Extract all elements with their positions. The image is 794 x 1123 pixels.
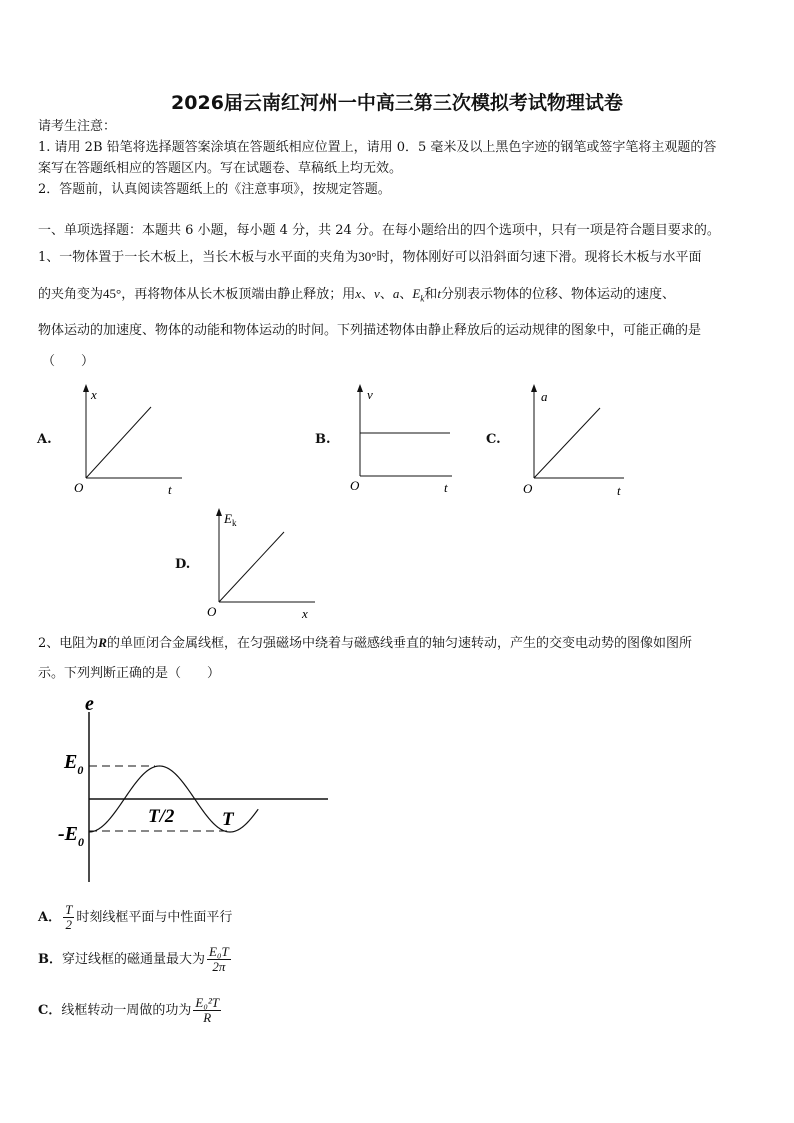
q1-line1b: 时，物体刚好可以沿斜面匀速下滑。现将长木板与水平面 bbox=[376, 250, 702, 265]
q1-line3: 物体运动的加速度、物体的动能和物体运动的时间。下列描述物体由静止释放后的运动规律的图象中，可能正确的是 bbox=[38, 323, 702, 338]
q1-sym-x: x bbox=[355, 286, 362, 301]
q1-line2b: ，再将物体从长木板顶端由静止释放；用 bbox=[121, 287, 356, 302]
y-axis-arrow-icon bbox=[357, 384, 363, 392]
q2-option-b bbox=[38, 942, 233, 978]
e0-label-sub: 0 bbox=[77, 763, 84, 777]
q1-angle1: 30° bbox=[358, 249, 377, 264]
notice-item1-line1: 1. 请用 2B 铅笔将选择题答案涂填在答题纸相应位置上，请用 0．5 毫米及以上黑色字迹的钢笔或签字笔将主观题的答 bbox=[38, 140, 717, 155]
neg-e0-label-sub: 0 bbox=[78, 835, 84, 849]
q2-sym-R: R bbox=[98, 635, 107, 650]
q2-option-b-frac bbox=[207, 945, 231, 974]
y-axis-arrow-icon bbox=[216, 508, 222, 516]
q2-option-a-frac bbox=[63, 903, 74, 932]
origin-label: O bbox=[523, 481, 533, 496]
q1-sep2: 、 bbox=[379, 287, 393, 302]
notice-heading: 请考生注意： bbox=[38, 119, 117, 134]
q1-option-b-label: B. bbox=[315, 432, 331, 447]
q2-option-a-label: A． bbox=[38, 910, 62, 925]
y-axis-label: a bbox=[541, 389, 548, 404]
page-title: 2026届云南红河州一中高三第三次模拟考试物理试卷 bbox=[171, 92, 623, 114]
origin-label: O bbox=[207, 604, 217, 619]
q1-sym-Ek-sub: k bbox=[420, 293, 425, 304]
q2-option-c-label: C． bbox=[38, 1003, 62, 1018]
frac-num: E₀²T bbox=[195, 995, 219, 1010]
q2-option-c-frac bbox=[193, 996, 221, 1025]
q1-angle2: 45° bbox=[103, 286, 122, 301]
q1-line2c: 分别表示物体的位移、物体运动的速度、 bbox=[440, 287, 675, 302]
y-axis-arrow-icon bbox=[531, 384, 537, 392]
q1-option-c-label: C. bbox=[486, 432, 501, 447]
y-axis-label: e bbox=[85, 693, 94, 715]
q2-option-a-text: 时刻线框平面与中性面平行 bbox=[76, 910, 233, 925]
q2-option-c bbox=[38, 993, 223, 1029]
frac-num: T bbox=[65, 902, 73, 917]
q2-option-b-label: B． bbox=[38, 952, 62, 967]
section1-heading: 一、单项选择题：本题共 6 小题，每小题 4 分，共 24 分。在每小题给出的四个选项中，只有一项是符合题目要求的。 bbox=[38, 223, 720, 238]
q1-graph-a bbox=[70, 382, 190, 498]
q1-paren: （ ） bbox=[42, 354, 95, 369]
q1-sep3: 、 bbox=[399, 287, 413, 302]
q2-option-b-text: 穿过线框的磁通量最大为 bbox=[62, 952, 206, 967]
x-axis-label: x bbox=[302, 606, 308, 621]
e0-label bbox=[63, 751, 83, 777]
e0-label-main: E bbox=[64, 751, 78, 773]
notice-item2: 2．答题前，认真阅读答题纸上的《注意事项》，按规定答题。 bbox=[38, 182, 391, 197]
q1-sym-a: a bbox=[392, 286, 400, 301]
q1-sym-Ek: E bbox=[412, 286, 421, 301]
x-axis-label: t bbox=[168, 482, 172, 497]
q2-emf-graph bbox=[50, 690, 340, 890]
q1-option-d-label: D. bbox=[175, 557, 191, 572]
q1-sep1: 、 bbox=[361, 287, 375, 302]
y-axis-label bbox=[223, 511, 237, 528]
y-axis-label: x bbox=[91, 387, 97, 402]
graph-line bbox=[534, 408, 600, 478]
q2-option-c-text: 线框转动一周做的功为 bbox=[61, 1003, 192, 1018]
x-axis-label: t bbox=[617, 483, 621, 498]
q1-graph-d bbox=[203, 506, 323, 622]
graph-line bbox=[219, 532, 284, 602]
y-axis-label: v bbox=[367, 387, 373, 402]
notice-item1-line2: 案写在答题纸相应的答题区内。写在试题卷、草稿纸上均无效。 bbox=[38, 161, 403, 176]
neg-e0-label bbox=[58, 823, 84, 849]
frac-den: R bbox=[203, 1010, 212, 1025]
neg-e0-label-main: -E bbox=[58, 823, 78, 845]
half-period-label: T/2 bbox=[148, 806, 175, 827]
q1-option-a-label: A. bbox=[37, 432, 52, 447]
q1-and: 和 bbox=[424, 287, 438, 302]
q2-line1a: 2、电阻为 bbox=[38, 636, 99, 651]
q1-line1a: 1、一物体置于一长木板上，当长木板与水平面的夹角为 bbox=[38, 250, 359, 265]
q2-option-a bbox=[38, 900, 232, 936]
x-axis-label: t bbox=[444, 480, 448, 495]
origin-label: O bbox=[350, 478, 360, 493]
q1-sym-t: t bbox=[437, 286, 441, 301]
q1-line2 bbox=[38, 284, 675, 309]
q1-line1 bbox=[38, 247, 702, 268]
y-axis-label-sub: k bbox=[231, 518, 237, 528]
q1-line2a: 的夹角变为 bbox=[38, 287, 104, 302]
period-label: T bbox=[222, 809, 234, 830]
y-axis-label-main: E bbox=[224, 511, 232, 526]
q1-graph-b bbox=[342, 382, 462, 498]
frac-num: E₀T bbox=[209, 944, 229, 959]
graph-line bbox=[86, 407, 151, 478]
q2-line1b: 的单匝闭合金属线框，在匀强磁场中绕着与磁感线垂直的轴匀速转动，产生的交变电动势的图像如图所 bbox=[106, 636, 692, 651]
q2-line1 bbox=[38, 633, 692, 654]
q1-sym-v: v bbox=[374, 286, 380, 301]
origin-label: O bbox=[74, 480, 84, 495]
frac-den: 2π bbox=[212, 959, 226, 974]
y-axis-arrow-icon bbox=[83, 384, 89, 392]
q2-line2: 示。下列判断正确的是（ ） bbox=[38, 666, 221, 681]
frac-den: 2 bbox=[65, 917, 72, 932]
q1-graph-c bbox=[512, 382, 632, 500]
